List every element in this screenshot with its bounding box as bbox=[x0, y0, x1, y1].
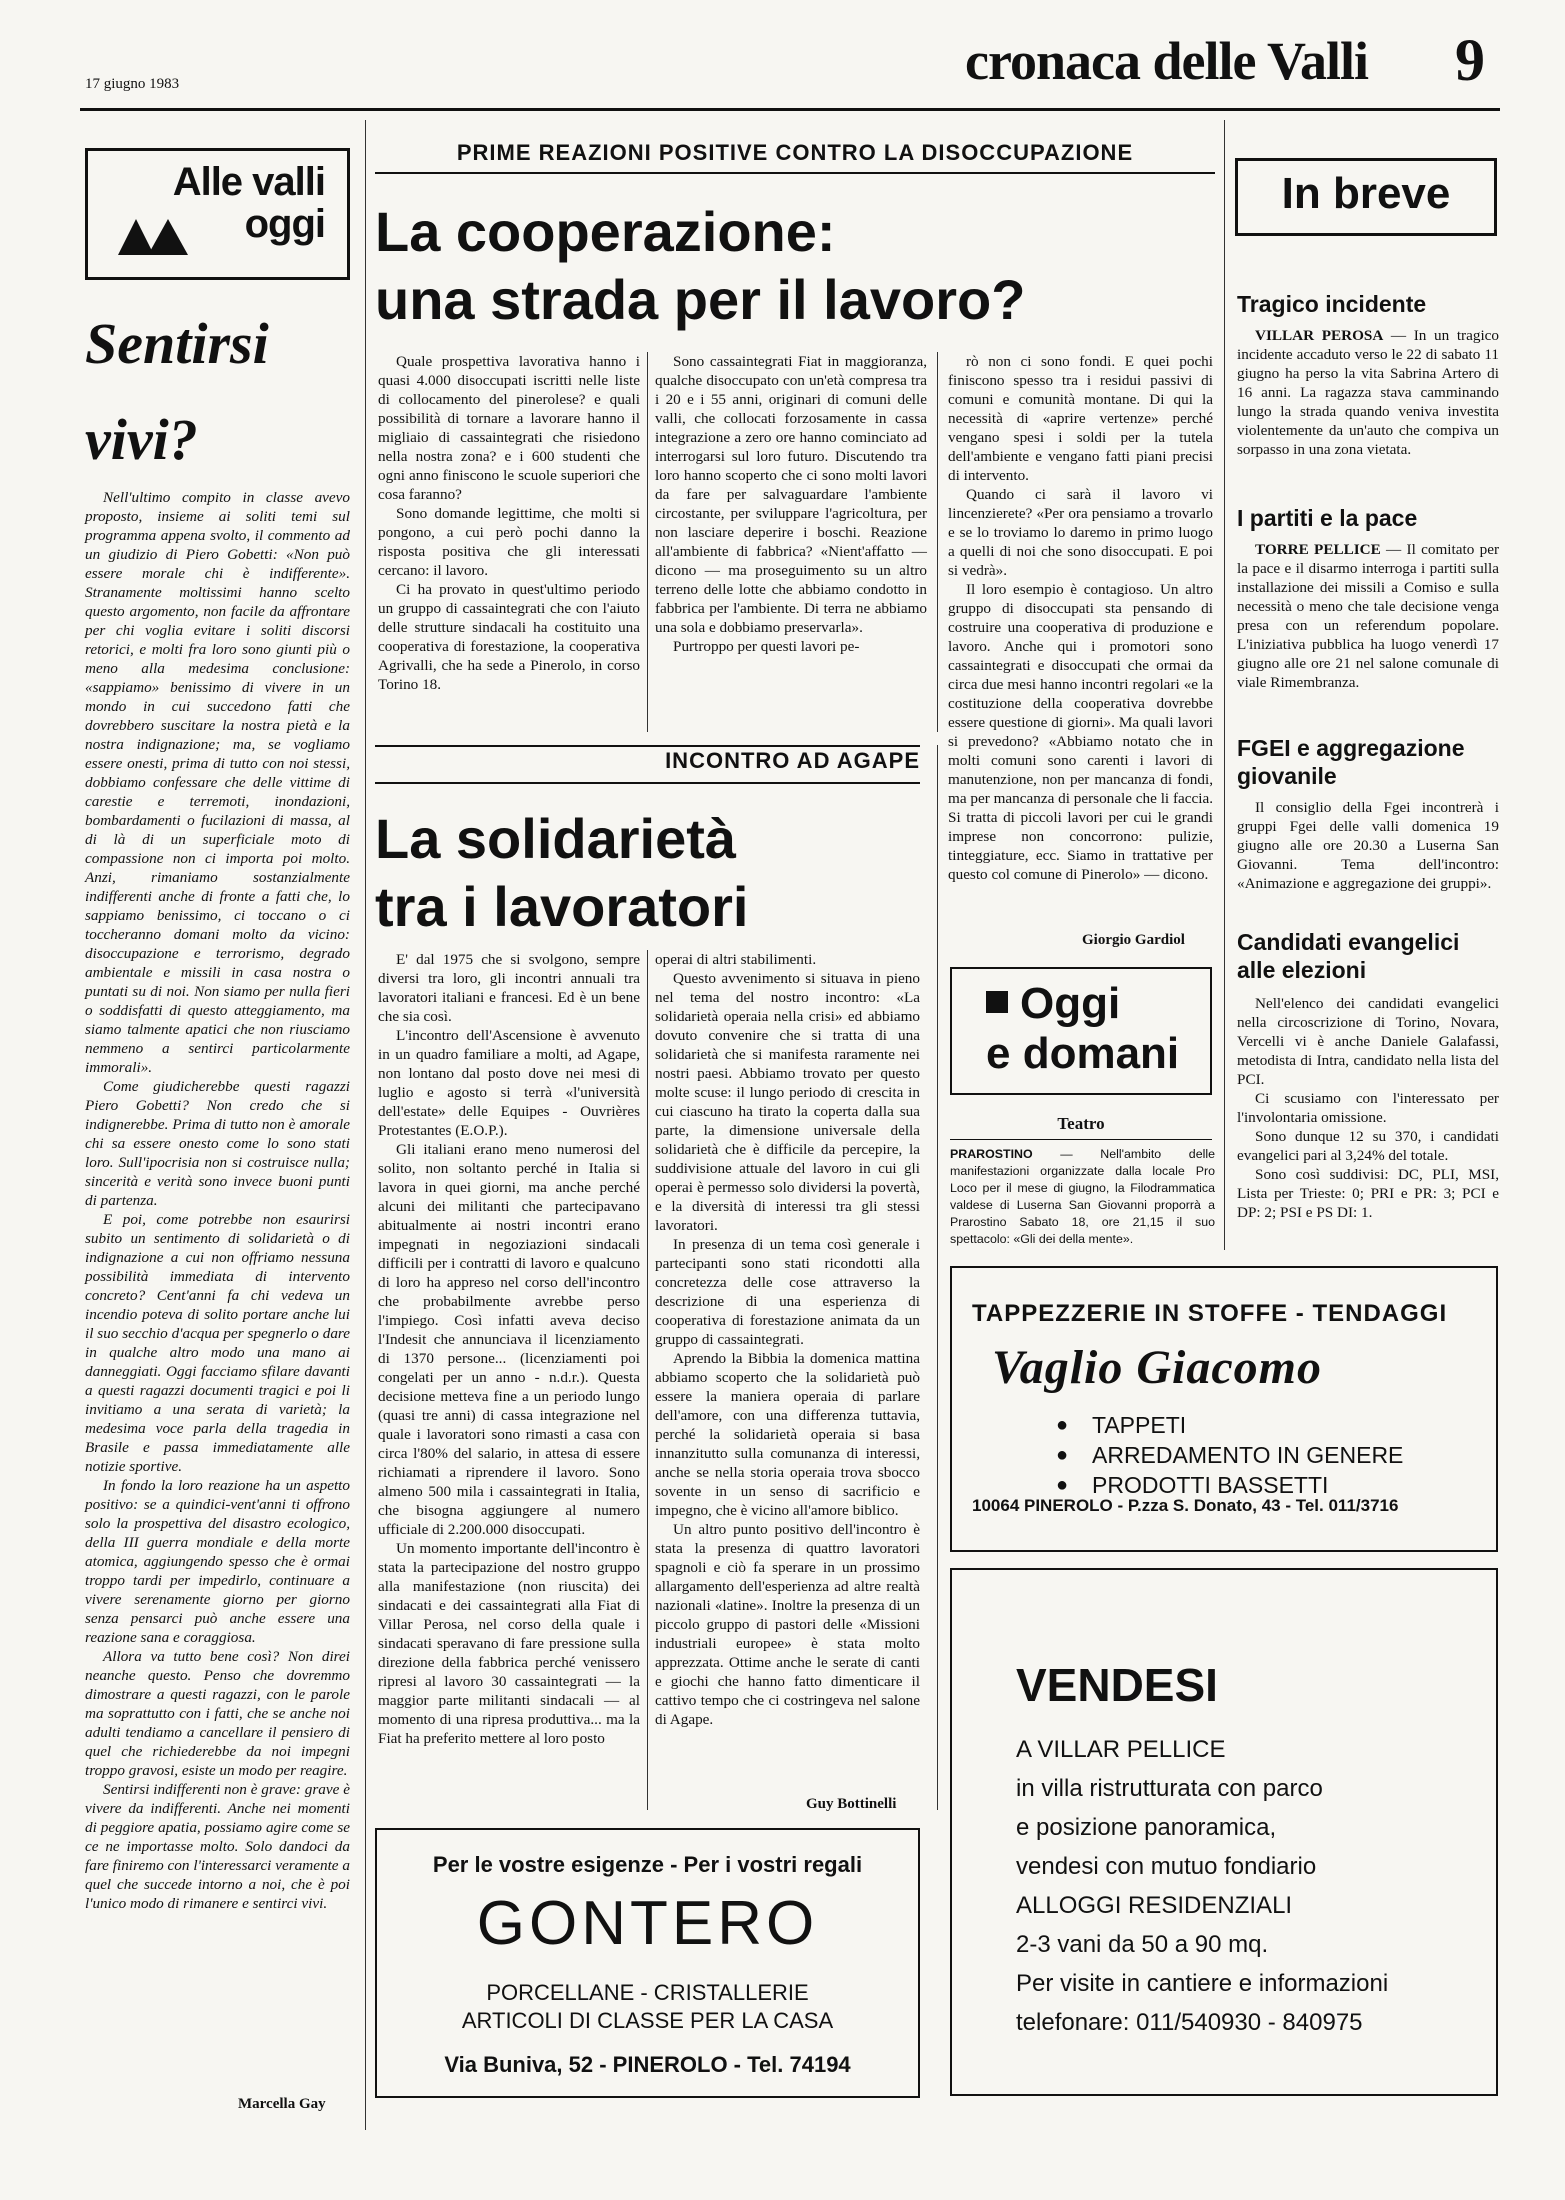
paragraph: Ci ha provato in quest'ultimo periodo un gruppo di cassaintegrati che con l'aiuto delle strutture sindacali ha costituito una cooperativa di forestazione, la cooperativa Agrivalli, che ha sede a Pinerolo, in corso Torino 18. bbox=[378, 581, 640, 693]
list-item: ● TAPPETI bbox=[1092, 1410, 1403, 1440]
column-divider bbox=[647, 950, 648, 1810]
column-body bbox=[85, 488, 350, 1913]
list-item: ● PRODOTTI BASSETTI bbox=[1092, 1470, 1403, 1500]
paragraph: Sono cassaintegrati Fiat in maggioranza, qualche disoccupato con un'età compresa tra i 20 e i 55 anni, originari di comuni delle valli, che collocati forzosamente in cassa integrazione a zero ore hanno cominciato ad interrogarsi sul loro futuro. Discutendo tra loro hanno scoperto che ci sono molti lavori da fare per salvaguardare l'ambiente circostante, per sviluppare l'agricoltura, per non lasciare deperire i boschi. Reazione all'ambiente di fabbrica? «Nient'affatto — dicono — ma proseguimento su un altro terreno delle lotte che abbiamo condotto in fabbrica per l'ambiente. Di terra ne abbiamo una sola e dobbiamo preservarla». bbox=[655, 353, 927, 636]
headline-line-2: tra i lavoratori bbox=[375, 875, 749, 938]
event-notice bbox=[950, 1146, 1215, 1248]
advert-line: e posizione panoramica, bbox=[1016, 1814, 1277, 1841]
oggi-e-domani-box bbox=[950, 967, 1212, 1095]
box-title-line-2: e domani bbox=[986, 1029, 1180, 1078]
paragraph: rò non ci sono fondi. E quei pochi finiscono spesso tra i residui passivi di comuni e comunità montane. Di qui la necessità di «aprire vertenze» perché vengano spesi i soldi per la tutela dell'ambiente e vengano fatti piani precisi di intervento. bbox=[948, 353, 1213, 484]
article-column bbox=[378, 950, 640, 1748]
paragraph: Sentirsi indifferenti non è grave: grave è vivere da indifferenti. Anche nei momenti di peggiore apatia, possiamo agire come se ce ne importasse molto. Solo dandoci da fare finiremo con l'interessarci veramente a quel che succede intorno a noi, che è poi l'unico modo di rimanere e sentirci vivi. bbox=[85, 1781, 350, 1912]
advert-line: vendesi con mutuo fondiario bbox=[1016, 1853, 1317, 1880]
column-divider bbox=[937, 352, 938, 732]
header-rule bbox=[80, 108, 1500, 111]
column-divider bbox=[647, 352, 648, 732]
paragraph bbox=[1237, 326, 1499, 459]
headline-line-1: Sentirsi bbox=[85, 311, 269, 376]
mountains-icon bbox=[118, 215, 198, 259]
advert-line: in villa ristrutturata con parco bbox=[1016, 1775, 1323, 1802]
paragraph: Sono domande legittime, che molti si pongono, a cui però pochi danno la risposta positiva che gli interessati cercano: il lavoro. bbox=[378, 505, 640, 579]
brief-location: VILLAR PEROSA bbox=[1255, 327, 1384, 344]
paragraph: Allora va tutto bene così? Non direi neanche questo. Penso che dovremmo dimostrare a questi ragazzi, con le parole ma soprattutto con i fatti, che se anche noi adulti tendiamo a cancellare il pensiero di quel che richiederebbe da noi impegni troppo gravosi, esiste un modo per reagire. bbox=[85, 1648, 350, 1779]
paragraph: E poi, come potrebbe non esaurirsi subito un sentimento di solidarietà o di indignazione a cui non offriamo nessuna possibilità immediata di intervento concreto? Cent'anni fa chi vedeva un incendio poteva di solito portare anche lui il suo secchio d'acqua per spegnerlo o dare in qualche altro modo una mano ai danneggiati. Oggi facciamo sfilare davanti a questi ragazzi documenti tragici e poi li invitiamo a una serata di varietà; la medesima voce parla della tragedia in Brasile e passa immediatamente alle notizie sportive. bbox=[85, 1211, 350, 1475]
column-headline bbox=[85, 296, 355, 488]
brief-headline: FGEI e aggregazione giovanile bbox=[1237, 735, 1465, 789]
brief-body bbox=[1237, 326, 1499, 459]
oggi-e-domani-title bbox=[986, 979, 1206, 1079]
advert-line: PORCELLANE - CRISTALLERIE bbox=[486, 1980, 809, 2005]
paragraph: Nell'elenco dei candidati evangelici nella circoscrizione di Torino, Novara, Vercelli vi è anche Daniele Galafassi, metodista di Intra, candidato nella lista del PCI. bbox=[1237, 995, 1499, 1088]
advert-line: telefonare: 011/540930 - 840975 bbox=[1016, 2009, 1363, 2036]
headline-line-1: La solidarietà bbox=[375, 807, 737, 870]
paragraph: In presenza di un tema così generale i partecipanti sono stati ricondotti alla concretezza delle cose attraverso la descrizione di una esperienza di cooperativa di forestazione animata da un gruppo di cassaintegrati. bbox=[655, 1236, 920, 1348]
box-title-line-1: Oggi bbox=[1020, 979, 1121, 1028]
author-signature: Guy Bottinelli bbox=[806, 1796, 897, 1812]
article-kicker: PRIME REAZIONI POSITIVE CONTRO LA DISOCCUPAZIONE bbox=[456, 140, 1134, 165]
paragraph: Come giudicherebbe questi ragazzi Piero Gobetti? Non credo che si indignerebbe. Prima di tutto non è amorale chi sa essere onesto come lo sono stati loro. Sull'ipocrisia non si costruisce nulla; sincerità e verità sono invece buoni punti di partenza. bbox=[85, 1078, 350, 1209]
author-signature: Giorgio Gardiol bbox=[1082, 932, 1185, 948]
paragraph: Sono dunque 12 su 370, i candidati evangelici pari al 3,24% del totale. bbox=[1237, 1128, 1499, 1164]
article-kicker: INCONTRO AD AGAPE bbox=[665, 748, 920, 773]
section-rule bbox=[950, 1139, 1212, 1140]
brief-body bbox=[1237, 994, 1499, 1222]
brief-location: TORRE PELLICE bbox=[1255, 541, 1381, 558]
paragraph: Un momento importante dell'incontro è stata la partecipazione del nostro gruppo alla manifestazione (non riuscita) dei sindacati e dei cassaintegrati alla Fiat di Villar Perosa, nel corso della quale i sindacati speravano di fare pressione sulla direzione della fabbrica perché venissero ripresi al lavoro 30 cassaintegrati — la maggior parte militanti sindacali — al momento di una ripresa produttiva... ma la Fiat ha preferito mettere al loro posto bbox=[378, 1540, 640, 1747]
author-signature: Marcella Gay bbox=[238, 2096, 326, 2112]
advert-line: A VILLAR PELLICE bbox=[1016, 1736, 1226, 1763]
column-divider bbox=[365, 120, 366, 2130]
article-column bbox=[378, 352, 640, 694]
advert-text bbox=[1016, 1730, 1388, 2042]
headline-line-2: una strada per il lavoro? bbox=[375, 268, 1026, 331]
box-title-line-2: oggi bbox=[244, 202, 325, 246]
article-column bbox=[655, 950, 920, 1729]
headline-line-2: vivi? bbox=[85, 407, 198, 472]
paragraph: Il loro esempio è contagioso. Un altro gruppo di disoccupati sta pensando di costruire una cooperativa di produzione e lavoro. Anche qui i promotori sono cassaintegrati e disoccupati che ormai da circa due mesi hanno incontri regolari «e la costituzione della cooperativa dovrebbe essere questione di giorni». Ma quali lavori si prevedono? «Abbiamo notato che in molti comuni sono carenti i lavori di manutenzione, non per mancanza di fondi, ma per mancanza di personale che li faccia. Si tratta di piccoli lavori per cui le grandi imprese non concorrono: pulizie, tinteggiature, ecc. Siamo in trattative per questo col comune di Pinerolo» — dicono. bbox=[948, 581, 1213, 883]
issue-date: 17 giugno 1983 bbox=[85, 76, 180, 92]
list-item: ● ARREDAMENTO IN GENERE bbox=[1092, 1440, 1403, 1470]
advert-title: VENDESI bbox=[1016, 1659, 1218, 1711]
advert-address: 10064 PINEROLO - P.zza S. Donato, 43 - Tel. 011/3716 bbox=[972, 1496, 1399, 1515]
in-breve-box bbox=[1235, 158, 1497, 236]
event-text: — Nell'ambito delle manifestazioni organizzate dalla locale Pro Loco per il mese di giugno, la Filodrammatica valdese di Luserna San Giovanni proporrà a Prarostino Sabato 18, ore 21,15 il suo spettacolo: «Gli dei della mente». bbox=[950, 1147, 1215, 1246]
paragraph: Gli italiani erano meno numerosi del solito, non soltanto perché in Italia si lavora in quei giorni, ma anche perché alcuni dei militanti che partecipavano abitualmente ai nostri incontri erano impegnati in negoziazioni sindacali difficili per i contratti di lavoro e qualcuno di loro ha appreso nel corso dell'incontro che probabilmente avrebbe perso l'impiego. Così infatti aveva deciso l'Indesit che annunciava il licenziamento di 1370 persone... (licenziamenti poi congelati per un anno - n.d.r.). Questa decisione metteva fine a un periodo lungo (quasi tre anni) di cassa integrazione nel quale i lavoratori sono rimasti a casa con circa l'80% del salario, in attesa di essere richiamati a riprendere il lavoro. Sono almeno 500 mila i cassaintegrati in Italia, che bisogna aggiungere al numero ufficiale di 2.200.000 disoccupati. bbox=[378, 1141, 640, 1538]
brief-headline: Candidati evangelici alle elezioni bbox=[1237, 929, 1460, 983]
brief-text: — Il comitato per la pace e il disarmo interroga i partiti sulla installazione dei missili a Comiso e sulla necessità o meno che tale decisione venga presa con un referendum popolare. L'iniziativa pubblica ha luogo venerdì 17 giugno alle ore 21 nel salone comunale di viale Rimembranza. bbox=[1237, 541, 1499, 691]
advert-tagline: TAPPEZZERIE IN STOFFE - TENDAGGI bbox=[972, 1300, 1448, 1327]
event-location: PRAROSTINO bbox=[950, 1147, 1033, 1161]
paragraph: In fondo la loro reazione ha un aspetto positivo: se a quindici-vent'anni ti offrono solo la prospettiva del disastro ecologico, della III guerra mondiale e della morte atomica, aggiungendo spesso che è ormai troppo tardi per impedirlo, continuare a vivere serenamente giorno per giorno senza pensarci può anche essere una reazione sana e coraggiosa. bbox=[85, 1477, 350, 1646]
brief-headline: I partiti e la pace bbox=[1237, 505, 1418, 531]
paragraph: Questo avvenimento si situava in pieno nel tema del nostro incontro: «La solidarietà operaia nella crisi» ed abbiamo dovuto convenire che si tratta di una solidarietà che si manifesta raramente nei nostri paesi. Abbiamo trovato per questo molte scuse: il lungo periodo di crescita in cui ciascuno ha tirato la coperta dalla sua parte, la dimensione universale della solidarietà che è difficile da percepire, la suddivisione attuale del lavoro in cui gli operai è permesso solo dividersi la povertà, e la diversità di interessi tra gli stessi lavoratori. bbox=[655, 970, 920, 1234]
article-column bbox=[948, 352, 1213, 884]
paragraph: Nell'ultimo compito in classe avevo proposto, insieme ai soliti temi sul programma appena svolto, il commento ad un giudizio di Piero Gobetti: «Non può essere morale chi è indifferente». Stranamente moltissimi hanno scelto questo argomento, non facile da affrontare per chi voglia evitare i soliti discorsi retorici, e molti fra loro sono giunti più o meno alla medesima conclusione: «sappiamo» benissimo di vivere in un mondo in cui succedono fatti che dovrebbero suscitare la nostra pietà e la nostra indignazione; ma, se vogliamo essere onesti, prima di tutto con noi stessi, dobbiamo confessare che delle vittime di carestie e terremoti, inondazioni, bombardamenti o fucilazioni di massa, al di là di un superficiale moto di compassione non ci importa poi molto. Anzi, rimaniamo sostanzialmente indifferenti anche di fronte a fatti che, lo sappiamo benissimo, ci toccano o ci toccheranno domani molto da vicino: disoccupazione e terrorismo, degrado ambientale e missili in casa nostra o puntati su di noi. Non siamo per nulla fieri o soddisfatti di questo atteggiamento, ma siamo talmente apatici che non riusciamo nemmeno a sentirci particolarmente immorali». bbox=[85, 489, 350, 1076]
paragraph: Quale prospettiva lavorativa hanno i quasi 4.000 disoccupati iscritti nelle liste di collocamento del pinerolese? e quali possibilità di tornare a lavorare hanno il migliaio di cassaintegrati che risiedono nella nostra zona? e i 600 studenti che ogni anno finiscono le scuole superiori che cosa faranno? bbox=[378, 353, 640, 503]
column-divider bbox=[937, 745, 938, 1810]
masthead: cronaca delle Valli bbox=[965, 31, 1369, 91]
article-headline bbox=[375, 198, 1215, 334]
advert-product-list bbox=[1092, 1410, 1403, 1500]
advert-line: ALLOGGI RESIDENZIALI bbox=[1016, 1892, 1293, 1919]
in-breve-title: In breve bbox=[1281, 169, 1451, 218]
paragraph: Sono così suddivisi: DC, PLI, MSI, Lista per Trieste: 0; PRI e PR: 3; PCI e DP: 2; PSI e PS DI: 1. bbox=[1237, 1166, 1499, 1221]
paragraph: Un altro punto positivo dell'incontro è stata la presenza di quattro lavoratori spagnoli e ciò fa sperare in un prossimo allargamento dell'esperienza ad altre realtà nazionali «latine». Inoltre la presenza di un piccolo gruppo di pastori delle «Missioni industriali europee» è stata molto apprezzata. Ottime anche le serate di canti e giochi che hanno fatto dimenticare il cattivo tempo che ci costringeva nel salone di Agape. bbox=[655, 1521, 920, 1728]
paragraph: L'incontro dell'Ascensione è avvenuto in un quadro familiare a molti, ad Agape, non lontano dal posto dove nei mesi di luglio e agosto si terrà «l'università dell'estate» delle Equipes - Ouvrières Protestantes (E.O.P.). bbox=[378, 1027, 640, 1139]
brief-body bbox=[1237, 540, 1499, 692]
section-label: Teatro bbox=[1057, 1114, 1105, 1133]
advert-vaglio bbox=[950, 1266, 1498, 1552]
advert-line: 2-3 vani da 50 a 90 mq. bbox=[1016, 1931, 1269, 1958]
kicker-rule bbox=[375, 745, 920, 747]
advert-brand: GONTERO bbox=[476, 1889, 819, 1958]
paragraph: Ci scusiamo con l'interessato per l'involontaria omissione. bbox=[1237, 1090, 1499, 1126]
advert-line: ARTICOLI DI CLASSE PER LA CASA bbox=[461, 2008, 834, 2033]
paragraph: Il consiglio della Fgei incontrerà i gruppi Fgei delle valli domenica 19 giugno alle ore 20.30 a Luserna San Giovanni. Tema dell'incontro: «Animazione e aggregazione dei gruppi». bbox=[1237, 799, 1499, 892]
kicker-rule bbox=[375, 172, 1215, 174]
paragraph: Purtroppo per questi lavori pe- bbox=[673, 638, 860, 655]
brief-headline: Tragico incidente bbox=[1237, 291, 1427, 317]
paragraph bbox=[1237, 540, 1499, 692]
advert-vendesi bbox=[950, 1568, 1498, 2096]
paragraph: Quando ci sarà il lavoro vi lincenzierete? «Per ora pensiamo a trovarlo e se lo troviamo lo daremo in primo luogo a quelli di noi che sono disoccupati. E poi si vedrà». bbox=[948, 486, 1213, 579]
paragraph: operai di altri stabilimenti. bbox=[655, 951, 817, 968]
brief-text: — In un tragico incidente accaduto verso le 22 di sabato 11 giugno ha perso la vita Sabrina Artero di 16 anni. La ragazza stava camminando lungo la strada quando veniva investita violentemente da un'auto che compiva un sorpasso in una zona vietata. bbox=[1237, 327, 1499, 458]
advert-line: Per visite in cantiere e informazioni bbox=[1016, 1970, 1389, 1997]
advert-brand: Vaglio Giacomo bbox=[992, 1341, 1323, 1394]
kicker-rule bbox=[375, 782, 920, 784]
column-divider bbox=[1224, 120, 1225, 1250]
paragraph: Aprendo la Bibbia la domenica mattina abbiamo scoperto che la solidarietà può essere la maniera operaia di parlare dell'amore, con una differenza tuttavia, perché la solidarietà operaia si basa innanzitutto sulla comunanza di interessi, anche se nella storia operaia trova sbocco sovente in un senso di sacrificio e impegno, che è vicino all'amore biblico. bbox=[655, 1350, 920, 1519]
headline-line-1: La cooperazione: bbox=[375, 200, 836, 263]
advert-address: Via Buniva, 52 - PINEROLO - Tel. 74194 bbox=[444, 2052, 851, 2077]
article-headline bbox=[375, 805, 920, 941]
advert-tagline: Per le vostre esigenze - Per i vostri regali bbox=[432, 1852, 863, 1877]
box-title-line-1: Alle valli bbox=[172, 160, 325, 204]
advert-gontero bbox=[375, 1828, 920, 2098]
brief-body bbox=[1237, 798, 1499, 893]
article-column bbox=[655, 352, 927, 656]
paragraph: E' dal 1975 che si svolgono, sempre diversi tra loro, gli incontri annuali tra lavoratori italiani e francesi. Ed è un bene che sia così. bbox=[378, 951, 640, 1025]
page-number: 9 bbox=[1455, 27, 1485, 93]
alle-valli-oggi-box bbox=[85, 148, 350, 280]
